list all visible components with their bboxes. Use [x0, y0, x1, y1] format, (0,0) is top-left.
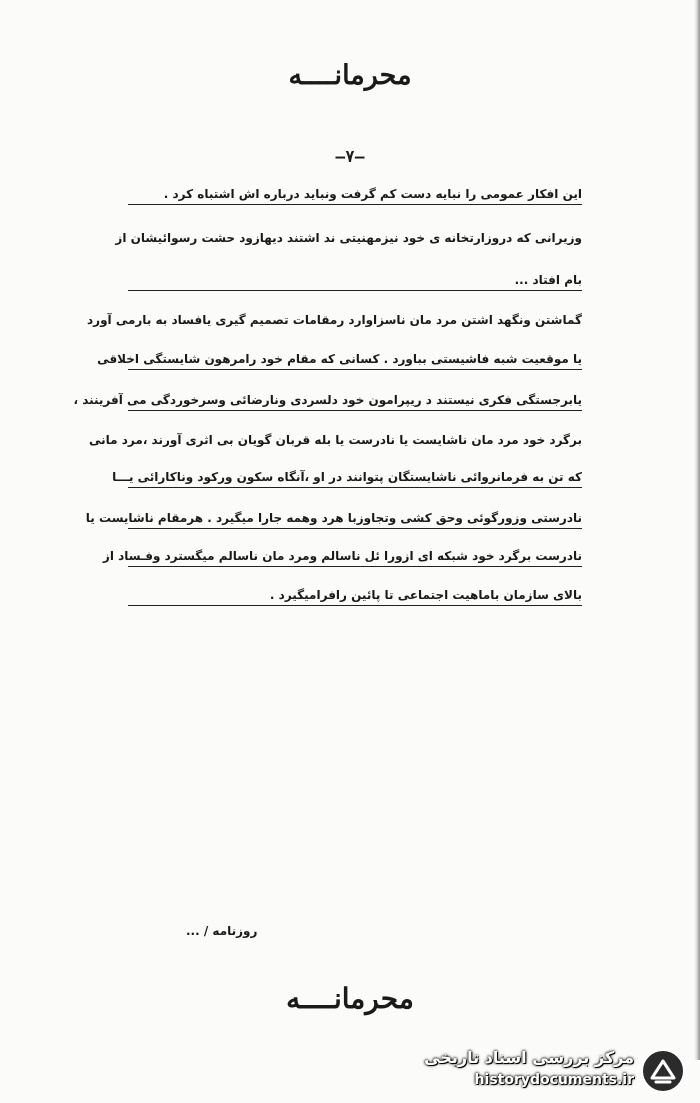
body-line: یا موقعیت شبه فاشیستی بباورد . کسانی که مقام خود رامرهون شایستگی اخلاقی: [128, 353, 582, 370]
body-line: نادرست برگرد خود شبکه ای ازورا ئل ناسالم ومرد مان ناسالم میگسترد وفـساد از: [128, 550, 582, 567]
newspaper-reference: روزنامه / ...: [186, 924, 258, 938]
archive-logo-icon: [640, 1048, 686, 1094]
body-line: بام افتاد ...: [128, 274, 582, 291]
body-line: گماشتن ونگهد اشتن مرد مان ناسزاوارد رمقامات تصمیم گیری یافساد به بارمی آورد: [87, 313, 582, 327]
body-line: این افکار عمومی را نبایه دست کم گرفت ونباید درباره اش اشتباه کرد .: [128, 188, 582, 205]
body-line: برگرد خود مرد مان ناشایست یا نادرست یا بله قربان گویان بی اثری آورند ،مرد مانی: [89, 433, 582, 447]
header-confidential-stamp: محرمانــــه: [288, 60, 412, 91]
body-line: که تن به فرمانروائی ناشایستگان پتوانند در او ،آنگاه سکون ورکود وناکارائی یـــا: [128, 471, 582, 488]
body-line: نادرستی وزورگوئی وحق کشی وتجاوزبا هرد وهمه جارا میگیرد . هرمقام ناشایست یا: [128, 512, 582, 529]
body-line: یابرجستگی فکری نیستند د ریپرامون خود دلسردی ونارضائی وسرخوردگی می آفرینند ،: [128, 394, 582, 411]
footer-confidential-stamp: محرمانــــه: [286, 982, 414, 1015]
body-line: بالای سازمان باماهیت اجتماعی تا پائین رافرامیگیرد .: [128, 589, 582, 606]
archive-watermark: [396, 1042, 686, 1098]
watermark-url: historydocuments.ir: [474, 1072, 634, 1088]
page-number: —٧—: [335, 147, 365, 166]
watermark-title: مرکز بررسی اسناد تاریخی: [424, 1048, 634, 1067]
body-line: وزیرانی که دروزارتخانه ی خود نیزمهنیتی ند اشتند دیهازود حشت رسوائیشان از: [115, 231, 582, 245]
